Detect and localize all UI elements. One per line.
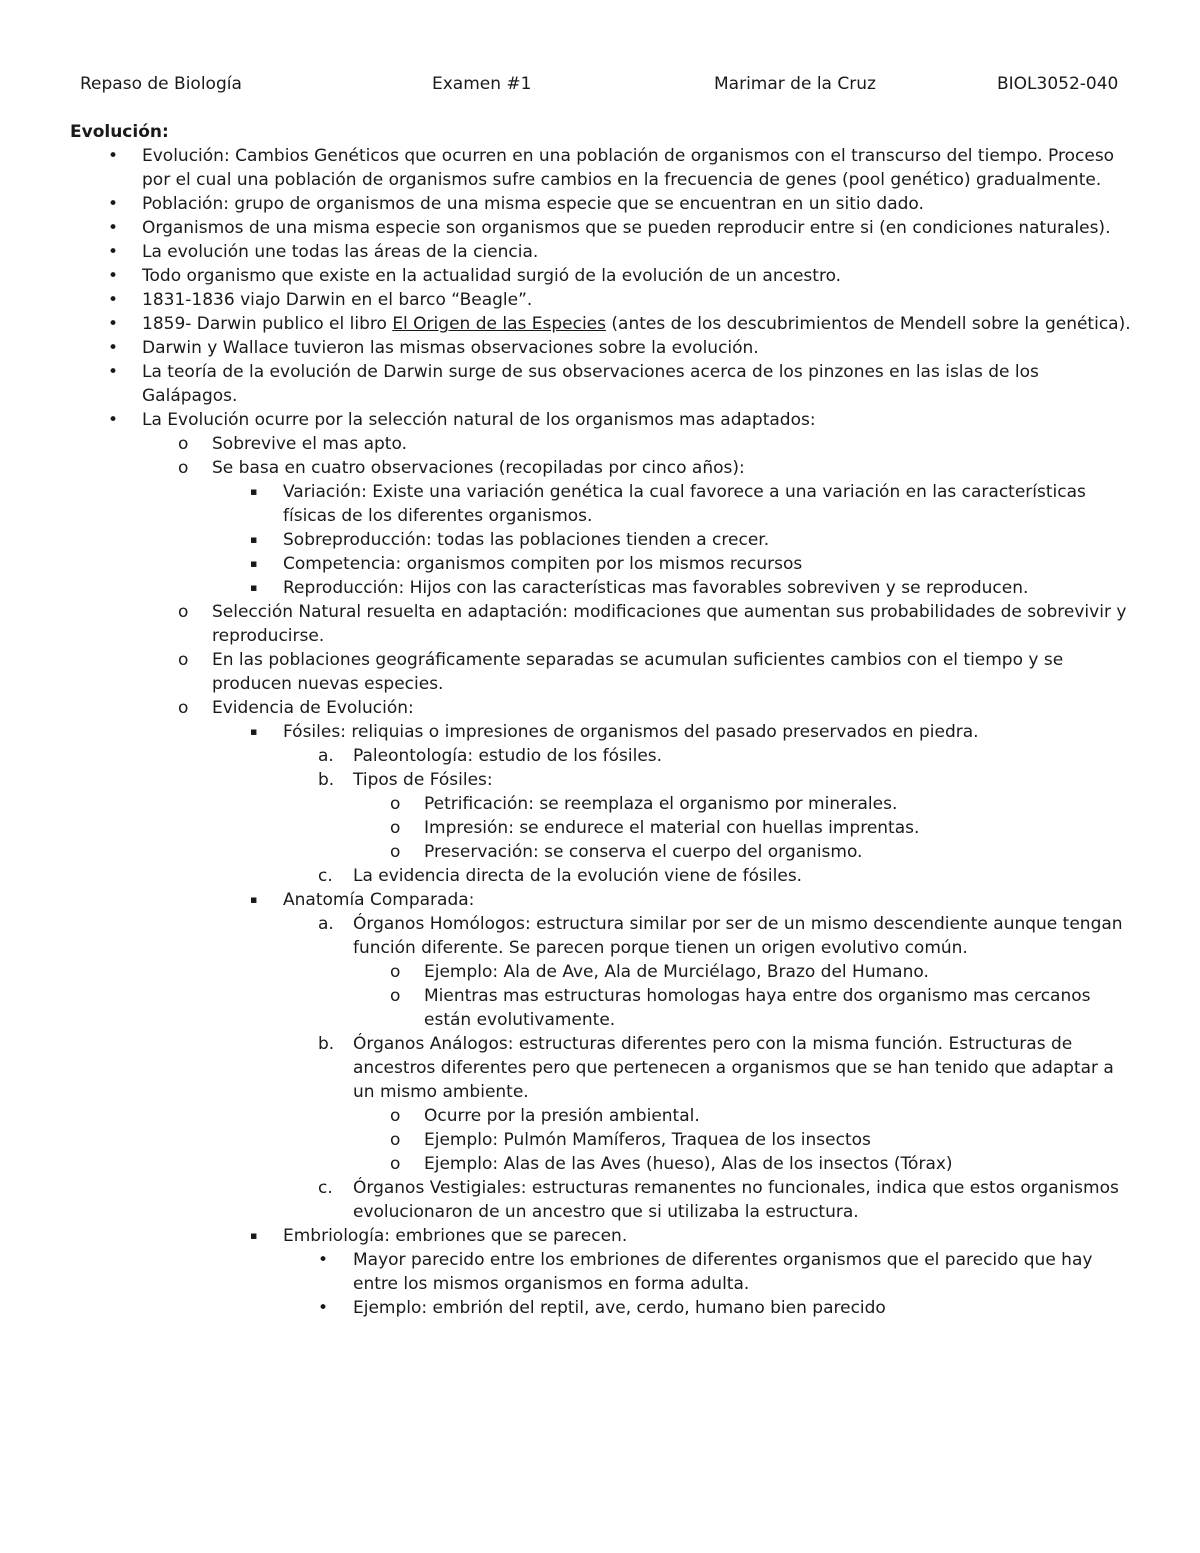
list-item	[0, 456, 1132, 480]
list-item	[0, 432, 1132, 456]
circle-marker: o	[390, 842, 401, 862]
list-item-text: Preservación: se conserva el cuerpo del organismo.	[424, 842, 863, 862]
list-item-text: Ejemplo: Alas de las Aves (hueso), Alas de los insectos (Tórax)	[424, 1154, 953, 1174]
list-item-text: Petrificación: se reemplaza el organismo por minerales.	[424, 794, 898, 814]
section-title: Evolución:	[70, 122, 169, 142]
bullet-marker: •	[108, 242, 119, 262]
list-item-text: (antes de los descubrimientos de Mendell sobre la genética).	[606, 314, 1131, 334]
list-item-text: Anatomía Comparada:	[283, 890, 475, 910]
list-item	[0, 768, 1128, 792]
bullet-marker: •	[108, 410, 119, 430]
list-item-text: Organismos de una misma especie son organismos que se pueden reproducir entre si (en condiciones naturales).	[142, 218, 1111, 238]
list-item	[0, 216, 1132, 240]
list-item	[0, 1128, 1124, 1152]
letter-marker: c.	[318, 866, 333, 886]
list-item-text: Se basa en cuatro observaciones (recopiladas por cinco años):	[212, 458, 745, 478]
list-item-text: Órganos Vestigiales: estructuras remanentes no funcionales, indica que estos organismos evolucionaron de un ancestro que si utilizaba la estructura.	[353, 1178, 1119, 1222]
list-item	[0, 264, 1132, 288]
bullet-marker: •	[108, 362, 119, 382]
letter-marker: b.	[318, 1034, 335, 1054]
circle-marker: o	[178, 602, 189, 622]
list-item	[0, 960, 1124, 984]
circle-marker: o	[178, 458, 189, 478]
list-item-text: Paleontología: estudio de los fósiles.	[353, 746, 663, 766]
list-item	[0, 312, 1132, 336]
list-item-text: Fósiles: reliquias o impresiones de organismos del pasado preservados en piedra.	[283, 722, 979, 742]
list-item-text: Impresión: se endurece el material con huellas imprentas.	[424, 818, 920, 838]
list-item	[0, 1104, 1124, 1128]
letter-marker: a.	[318, 746, 334, 766]
square-marker: ▪	[250, 533, 258, 546]
list-item-text: 1831-1836 viajo Darwin en el barco “Beagle”.	[142, 290, 533, 310]
list-item-text: La evidencia directa de la evolución viene de fósiles.	[353, 866, 803, 886]
book-title: El Origen de las Especies	[392, 314, 606, 334]
circle-marker: o	[390, 962, 401, 982]
list-item	[0, 816, 1124, 840]
list-item-text: Mientras mas estructuras homologas haya entre dos organismo mas cercanos están evolutivamente.	[424, 986, 1091, 1030]
list-item	[0, 648, 1132, 696]
list-item-text: Sobreproducción: todas las poblaciones tienden a crecer.	[283, 530, 770, 550]
circle-marker: o	[178, 650, 189, 670]
list-item-text: Ejemplo: Pulmón Mamíferos, Traquea de los insectos	[424, 1130, 871, 1150]
list-item-text: Todo organismo que existe en la actualidad surgió de la evolución de un ancestro.	[142, 266, 842, 286]
list-item-text: En las poblaciones geográficamente separadas se acumulan suficientes cambios con el tiempo y se producen nuevas especies.	[212, 650, 1064, 694]
list-item	[0, 528, 1123, 552]
list-item-text: Población: grupo de organismos de una misma especie que se encuentran en un sitio dado.	[142, 194, 924, 214]
list-item-text: Evidencia de Evolución:	[212, 698, 414, 718]
list-item-text: Reproducción: Hijos con las características mas favorables sobreviven y se reproducen.	[283, 578, 1029, 598]
circle-marker: o	[390, 1130, 401, 1150]
document-header	[0, 72, 1200, 96]
notes-body	[0, 144, 1200, 1320]
list-item	[0, 744, 1128, 768]
list-item-text: Tipos de Fósiles:	[353, 770, 493, 790]
course-title: Repaso de Biología	[80, 74, 242, 94]
bullet-marker: •	[108, 338, 119, 358]
list-item-text: Darwin y Wallace tuvieron las mismas observaciones sobre la evolución.	[142, 338, 759, 358]
list-item-text: Ejemplo: embrión del reptil, ave, cerdo, humano bien parecido	[353, 1298, 886, 1318]
circle-marker: o	[390, 1106, 401, 1126]
letter-marker: a.	[318, 914, 334, 934]
bullet-marker: •	[108, 266, 119, 286]
list-item-text: Órganos Homólogos: estructura similar por ser de un mismo descendiente aunque tengan función diferente. Se parecen porque tienen un origen evolutivo común.	[353, 914, 1123, 958]
list-item	[0, 1296, 1128, 1320]
list-item-text: Evolución: Cambios Genéticos que ocurren en una población de organismos con el transcurso del tiempo. Proceso por el cual una población de organismos sufre cambios en la frecuencia de genes (pool genético) gradualmente.	[142, 146, 1115, 190]
list-item	[0, 1224, 1123, 1248]
circle-marker: o	[178, 434, 189, 454]
bullet-marker: •	[108, 194, 119, 214]
list-item-text: Selección Natural resuelta en adaptación: modificaciones que aumentan sus probabilidades de sobrevivir y reproducirse.	[212, 602, 1127, 646]
list-item	[0, 408, 1132, 432]
exam-label: Examen #1	[432, 74, 532, 94]
list-item-text: Embriología: embriones que se parecen.	[283, 1226, 628, 1246]
circle-marker: o	[390, 1154, 401, 1174]
letter-marker: c.	[318, 1178, 333, 1198]
square-marker: ▪	[250, 581, 258, 594]
list-item	[0, 336, 1132, 360]
square-marker: ▪	[250, 725, 258, 738]
bullet-marker: •	[318, 1250, 329, 1270]
square-marker: ▪	[250, 893, 258, 906]
list-item	[0, 192, 1132, 216]
circle-marker: o	[390, 986, 401, 1006]
list-item	[0, 792, 1124, 816]
bullet-marker: •	[108, 146, 119, 166]
list-item-text: Competencia: organismos compiten por los mismos recursos	[283, 554, 803, 574]
list-item	[0, 864, 1128, 888]
list-item	[0, 1176, 1128, 1224]
bullet-marker: •	[108, 218, 119, 238]
circle-marker: o	[178, 698, 189, 718]
list-item-text: Variación: Existe una variación genética la cual favorece a una variación en las características físicas de los diferentes organismos.	[283, 482, 1086, 526]
list-item-text: La evolución une todas las áreas de la ciencia.	[142, 242, 539, 262]
circle-marker: o	[390, 818, 401, 838]
list-item	[0, 144, 1132, 192]
square-marker: ▪	[250, 557, 258, 570]
list-item	[0, 480, 1123, 528]
list-item	[0, 1032, 1128, 1104]
list-item-text: Órganos Análogos: estructuras diferentes pero con la misma función. Estructuras de ancestros diferentes pero que pertenecen a organismos que se han tenido que adaptar a un mismo ambiente.	[353, 1034, 1114, 1102]
square-marker: ▪	[250, 485, 258, 498]
list-item-text: Ocurre por la presión ambiental.	[424, 1106, 700, 1126]
list-item	[0, 360, 1132, 408]
list-item	[0, 984, 1124, 1032]
list-item-text: Mayor parecido entre los embriones de diferentes organismos que el parecido que hay entre los mismos organismos en forma adulta.	[353, 1250, 1093, 1294]
list-item	[0, 600, 1132, 648]
list-item	[0, 288, 1132, 312]
list-item	[0, 720, 1123, 744]
list-item-text: Sobrevive el mas apto.	[212, 434, 407, 454]
circle-marker: o	[390, 794, 401, 814]
bullet-marker: •	[318, 1298, 329, 1318]
letter-marker: b.	[318, 770, 335, 790]
list-item	[0, 1152, 1124, 1176]
list-item	[0, 552, 1123, 576]
bullet-marker: •	[108, 314, 119, 334]
list-item-text: 1859- Darwin publico el libro	[142, 314, 393, 334]
list-item	[0, 912, 1128, 960]
course-code: BIOL3052-040	[997, 74, 1119, 94]
list-item	[0, 696, 1132, 720]
list-item	[0, 576, 1123, 600]
square-marker: ▪	[250, 1229, 258, 1242]
list-item-text: La teoría de la evolución de Darwin surge de sus observaciones acerca de los pinzones en las islas de los Galápagos.	[142, 362, 1039, 406]
author-name: Marimar de la Cruz	[714, 74, 876, 94]
list-item	[0, 840, 1124, 864]
bullet-marker: •	[108, 290, 119, 310]
list-item	[0, 1248, 1128, 1296]
list-item-text: La Evolución ocurre por la selección natural de los organismos mas adaptados:	[142, 410, 816, 430]
list-item	[0, 240, 1132, 264]
list-item	[0, 888, 1123, 912]
list-item-text: Ejemplo: Ala de Ave, Ala de Murciélago, Brazo del Humano.	[424, 962, 929, 982]
